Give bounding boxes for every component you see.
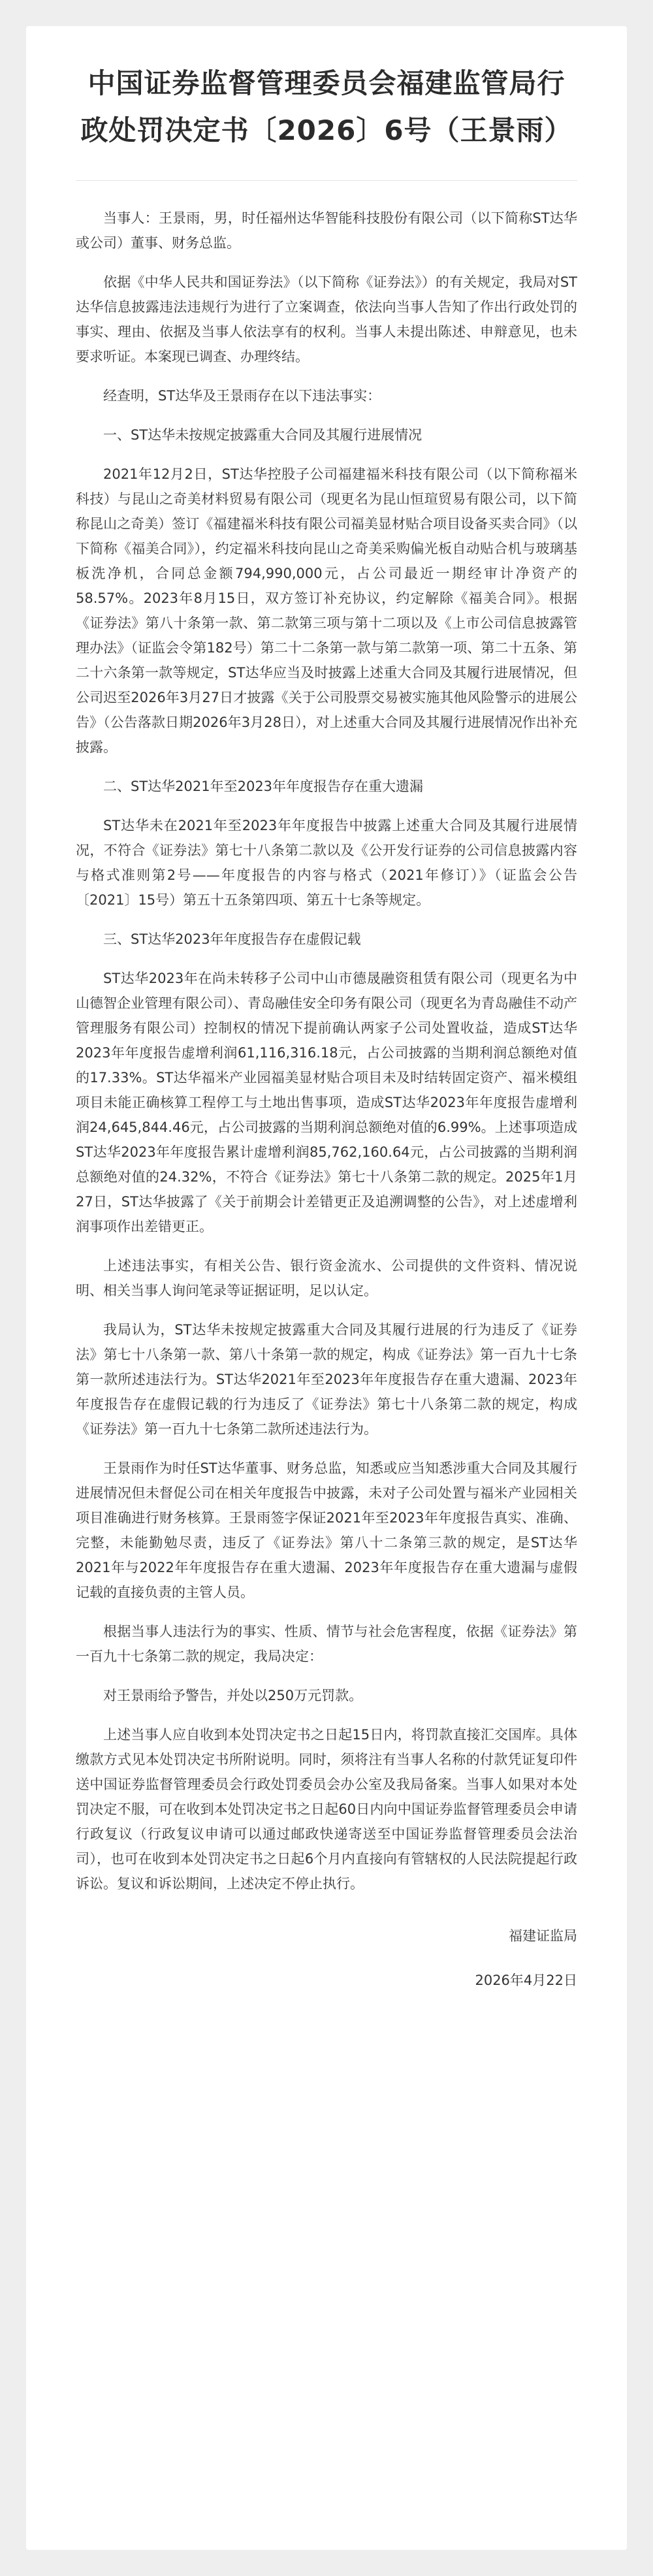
title-divider (76, 180, 577, 181)
issuer-signature: 福建证监局 (509, 1928, 577, 1944)
evidence-paragraph: 上述违法事实，有相关公告、银行资金流水、公司提供的文件资料、情况说明、相关当事人询问笔录等证据证明，足以认定。 (76, 1258, 577, 1298)
section-heading-3: 三、ST达华2023年年度报告存在虚假记载 (103, 931, 361, 947)
penalty-paragraph: 对王景雨给予警告，并处以250万元罚款。 (103, 1688, 363, 1703)
document-body (76, 206, 577, 1896)
section-heading-2: 二、ST达华2021年至2023年年度报告存在重大遗漏 (103, 779, 424, 794)
responsibility-paragraph: 王景雨作为时任ST达华董事、财务总监，知悉或应当知悉涉重大合同及其履行进展情况但未督促公司在相关年度报告中披露，未对子公司处置与福米产业园相关项目准确进行财务核算。王景雨签字保证2021年至2023年年度报告真实、准确、完整，未能勤勉尽责，违反了《证券法》第八十二条第三款的规定，是ST达华2021年与2022年年度报告存在重大遗漏、2023年年度报告存在重大遗漏与虚假记载的直接负责的主管人员。 (76, 1460, 577, 1600)
party-paragraph: 当事人：王景雨，男，时任福州达华智能科技股份有限公司（以下简称ST达华或公司）董事、财务总监。 (76, 210, 577, 251)
document-card (26, 26, 627, 2550)
section-heading-1: 一、ST达华未按规定披露重大合同及其履行进展情况 (103, 427, 422, 443)
basis-paragraph: 依据《中华人民共和国证券法》（以下简称《证券法》）的有关规定，我局对ST达华信息披露违法违规行为进行了立案调查，依法向当事人告知了作出行政处罚的事实、理由、依据及当事人依法享有的权利。当事人未提出陈述、申辩意见，也未要求听证。本案现已调查、办理终结。 (76, 274, 577, 364)
opinion-paragraph: 我局认为，ST达华未按规定披露重大合同及其履行进展的行为违反了《证券法》第七十八条第一款、第八十条第一款的规定，构成《证券法》第一百九十七条第一款所述违法行为。ST达华2021年至2023年年度报告存在重大遗漏、2023年年度报告存在虚假记载的行为违反了《证券法》第七十八条第二款的规定，构成《证券法》第一百九十七条第二款所述违法行为。 (76, 1322, 577, 1437)
issue-date: 2026年4月22日 (475, 1972, 577, 1988)
decision-intro: 根据当事人违法行为的事实、性质、情节与社会危害程度，依据《证券法》第一百九十七条第二款的规定，我局决定： (76, 1624, 577, 1664)
document-title: 中国证券监督管理委员会福建监管局行政处罚决定书〔2026〕6号（王景雨） (80, 67, 573, 146)
section-body-3: ST达华2023年在尚未转移子公司中山市德晟融资租赁有限公司（现更名为中山德智企业管理有限公司）、青岛融佳安全印务有限公司（现更名为青岛融佳不动产管理服务有限公司）控制权的情况下提前确认两家子公司处置收益，造成ST达华2023年年度报告虚增利润61,116,316.18元，占公司披露的当期利润总额绝对值的17.33%。ST达华福米产业园福美显材贴合项目未及时结转固定资产、福米模组项目未能正确核算工程停工与土地出售事项，造成ST达华2023年年度报告虚增利润24,645,844.46元，占公司披露的当期利润总额绝对值的6.99%。上述事项造成ST达华2023年年度报告累计虚增利润85,762,160.64元，占公司披露的当期利润总额绝对值的24.32%，不符合《证券法》第七十八条第二款的规定。2025年1月27日，ST达华披露了《关于前期会计差错更正及追溯调整的公告》，对上述虚增利润事项作出差错更正。 (76, 971, 577, 1234)
section-body-1: 2021年12月2日，ST达华控股子公司福建福米科技有限公司（以下简称福米科技）与昆山之奇美材料贸易有限公司（现更名为昆山恒瑄贸易有限公司，以下简称昆山之奇美）签订《福建福米科技有限公司福美显材贴合项目设备买卖合同》（以下简称《福美合同》），约定福米科技向昆山之奇美采购偏光板自动贴合机与玻璃基板洗净机，合同总金额794,990,000元，占公司最近一期经审计净资产的58.57%。2023年8月15日，双方签订补充协议，约定解除《福美合同》。根据《证券法》第八十条第一款、第二款第三项与第十二项以及《上市公司信息披露管理办法》（证监会令第182号）第二十二条第一款与第二款第一项、第二十五条、第二十六条第一款等规定，ST达华应当及时披露上述重大合同及其履行进展情况，但公司迟至2026年3月27日才披露《关于公司股票交易被实施其他风险警示的进展公告》（公告落款日期2026年3月28日），对上述重大合同及其履行进展情况作出补充披露。 (76, 466, 577, 755)
section-body-2: ST达华未在2021年至2023年年度报告中披露上述重大合同及其履行进展情况，不符合《证券法》第七十八条第二款以及《公开发行证券的公司信息披露内容与格式准则第2号——年度报告的内容与格式（2021年修订）》（证监会公告〔2021〕15号）第五十五条第四项、第五十七条等规定。 (76, 818, 577, 908)
payment-appeal-paragraph: 上述当事人应自收到本处罚决定书之日起15日内，将罚款直接汇交国库。具体缴款方式见本处罚决定书所附说明。同时，须将注有当事人名称的付款凭证复印件送中国证券监督管理委员会行政处罚委员会办公室及我局备案。当事人如果对本处罚决定不服，可在收到本处罚决定书之日起60日内向中国证券监督管理委员会申请行政复议（行政复议申请可以通过邮政快递寄送至中国证券监督管理委员会法治司），也可在收到本处罚决定书之日起6个月内直接向有管辖权的人民法院提起行政诉讼。复议和诉讼期间，上述决定不停止执行。 (76, 1727, 577, 1892)
findings-intro: 经查明，ST达华及王景雨存在以下违法事实： (103, 388, 381, 404)
